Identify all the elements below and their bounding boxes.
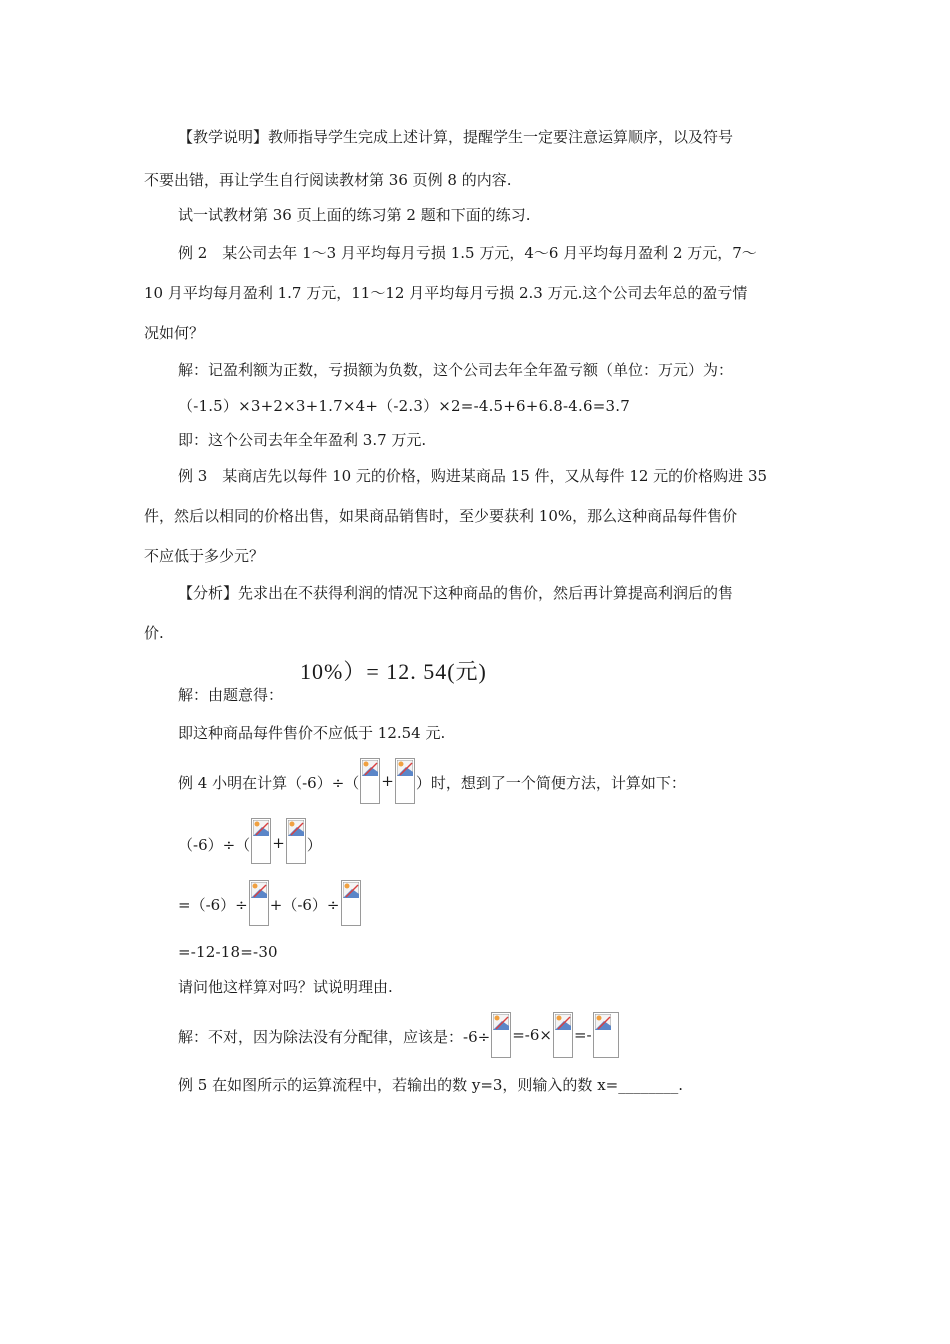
broken-image-icon <box>593 1012 619 1058</box>
example-4-text-pre: 例 4 小明在计算（-6）÷（ <box>178 774 360 792</box>
solution-2-intro: 解：记盈利额为正数，亏损额为负数，这个公司去年全年盈亏额（单位：万元）为： <box>178 361 734 379</box>
solution-4-line <box>178 1010 620 1060</box>
calc-1-plus: + <box>272 834 285 852</box>
example-5: 例 5 在如图所示的运算流程中，若输出的数 y=3，则输入的数 x=________. <box>178 1076 684 1094</box>
example-3-line-2: 件，然后以相同的价格出售，如果商品销售时，至少要获利 10%，那么这种商品每件售价 <box>144 507 738 525</box>
paragraph-teaching-note-2: 不要出错，再让学生自行阅读教材第 36 页例 8 的内容. <box>144 171 512 189</box>
broken-image-icon <box>360 758 380 804</box>
question-4: 请问他这样算对吗？试说明理由. <box>178 978 393 996</box>
example-4-plus: + <box>381 772 394 790</box>
broken-image-icon <box>553 1012 573 1058</box>
paragraph-try-exercise: 试一试教材第 36 页上面的练习第 2 题和下面的练习. <box>178 206 531 224</box>
broken-image-icon <box>491 1012 511 1058</box>
broken-image-icon <box>395 758 415 804</box>
analysis-3-line-1: 【分析】先求出在不获得利润的情况下这种商品的售价，然后再计算提高利润后的售 <box>178 584 734 602</box>
broken-image-icon <box>286 818 306 864</box>
paragraph-teaching-note-1: 【教学说明】教师指导学生完成上述计算，提醒学生一定要注意运算顺序，以及符号 <box>178 128 734 146</box>
calc-line-2 <box>178 878 362 928</box>
example-4-line <box>178 756 686 806</box>
example-2-line-1: 例 2 某公司去年 1～3 月平均每月亏损 1.5 万元，4～6 月平均每月盈利 2 万元，7～ <box>178 244 757 262</box>
solution-4-b: =-6× <box>512 1026 552 1044</box>
broken-image-icon <box>249 880 269 926</box>
example-4-text-post: ）时，想到了一个简便方法，计算如下： <box>415 774 686 792</box>
solution-3-conclusion: 即这种商品每件售价不应低于 12.54 元. <box>178 724 446 742</box>
solution-3-formula-image: 10%）= 12. 54(元) <box>300 659 487 684</box>
solution-4-a: 解：不对，因为除法没有分配律，应该是：-6÷ <box>178 1028 491 1046</box>
calc-1-post: ） <box>306 836 322 854</box>
calc-1-pre: （-6）÷（ <box>178 836 251 854</box>
solution-2-conclusion: 即：这个公司去年全年盈利 3.7 万元. <box>178 431 427 449</box>
calc-2-a: =（-6）÷ <box>178 896 248 914</box>
example-3-line-3: 不应低于多少元？ <box>144 547 265 565</box>
solution-3-label: 解：由题意得： <box>178 686 284 704</box>
example-2-line-3: 况如何？ <box>144 324 205 342</box>
broken-image-icon <box>341 880 361 926</box>
example-2-line-2: 10 月平均每月盈利 1.7 万元，11～12 月平均每月亏损 2.3 万元.这个公司去年总的盈亏情 <box>144 284 748 302</box>
calc-line-3: =-12-18=-30 <box>178 943 278 961</box>
solution-4-c: =- <box>573 1026 592 1044</box>
analysis-3-line-2: 价. <box>144 624 164 642</box>
broken-image-icon <box>251 818 271 864</box>
calc-2-b: +（-6）÷ <box>269 896 340 914</box>
calc-line-1 <box>178 816 322 866</box>
example-3-line-1: 例 3 某商店先以每件 10 元的价格，购进某商品 15 件，又从每件 12 元的价格购进 35 <box>178 467 768 485</box>
solution-2-formula: （-1.5）×3+2×3+1.7×4+（-2.3）×2=-4.5+6+6.8-4.6=3.7 <box>178 397 630 415</box>
